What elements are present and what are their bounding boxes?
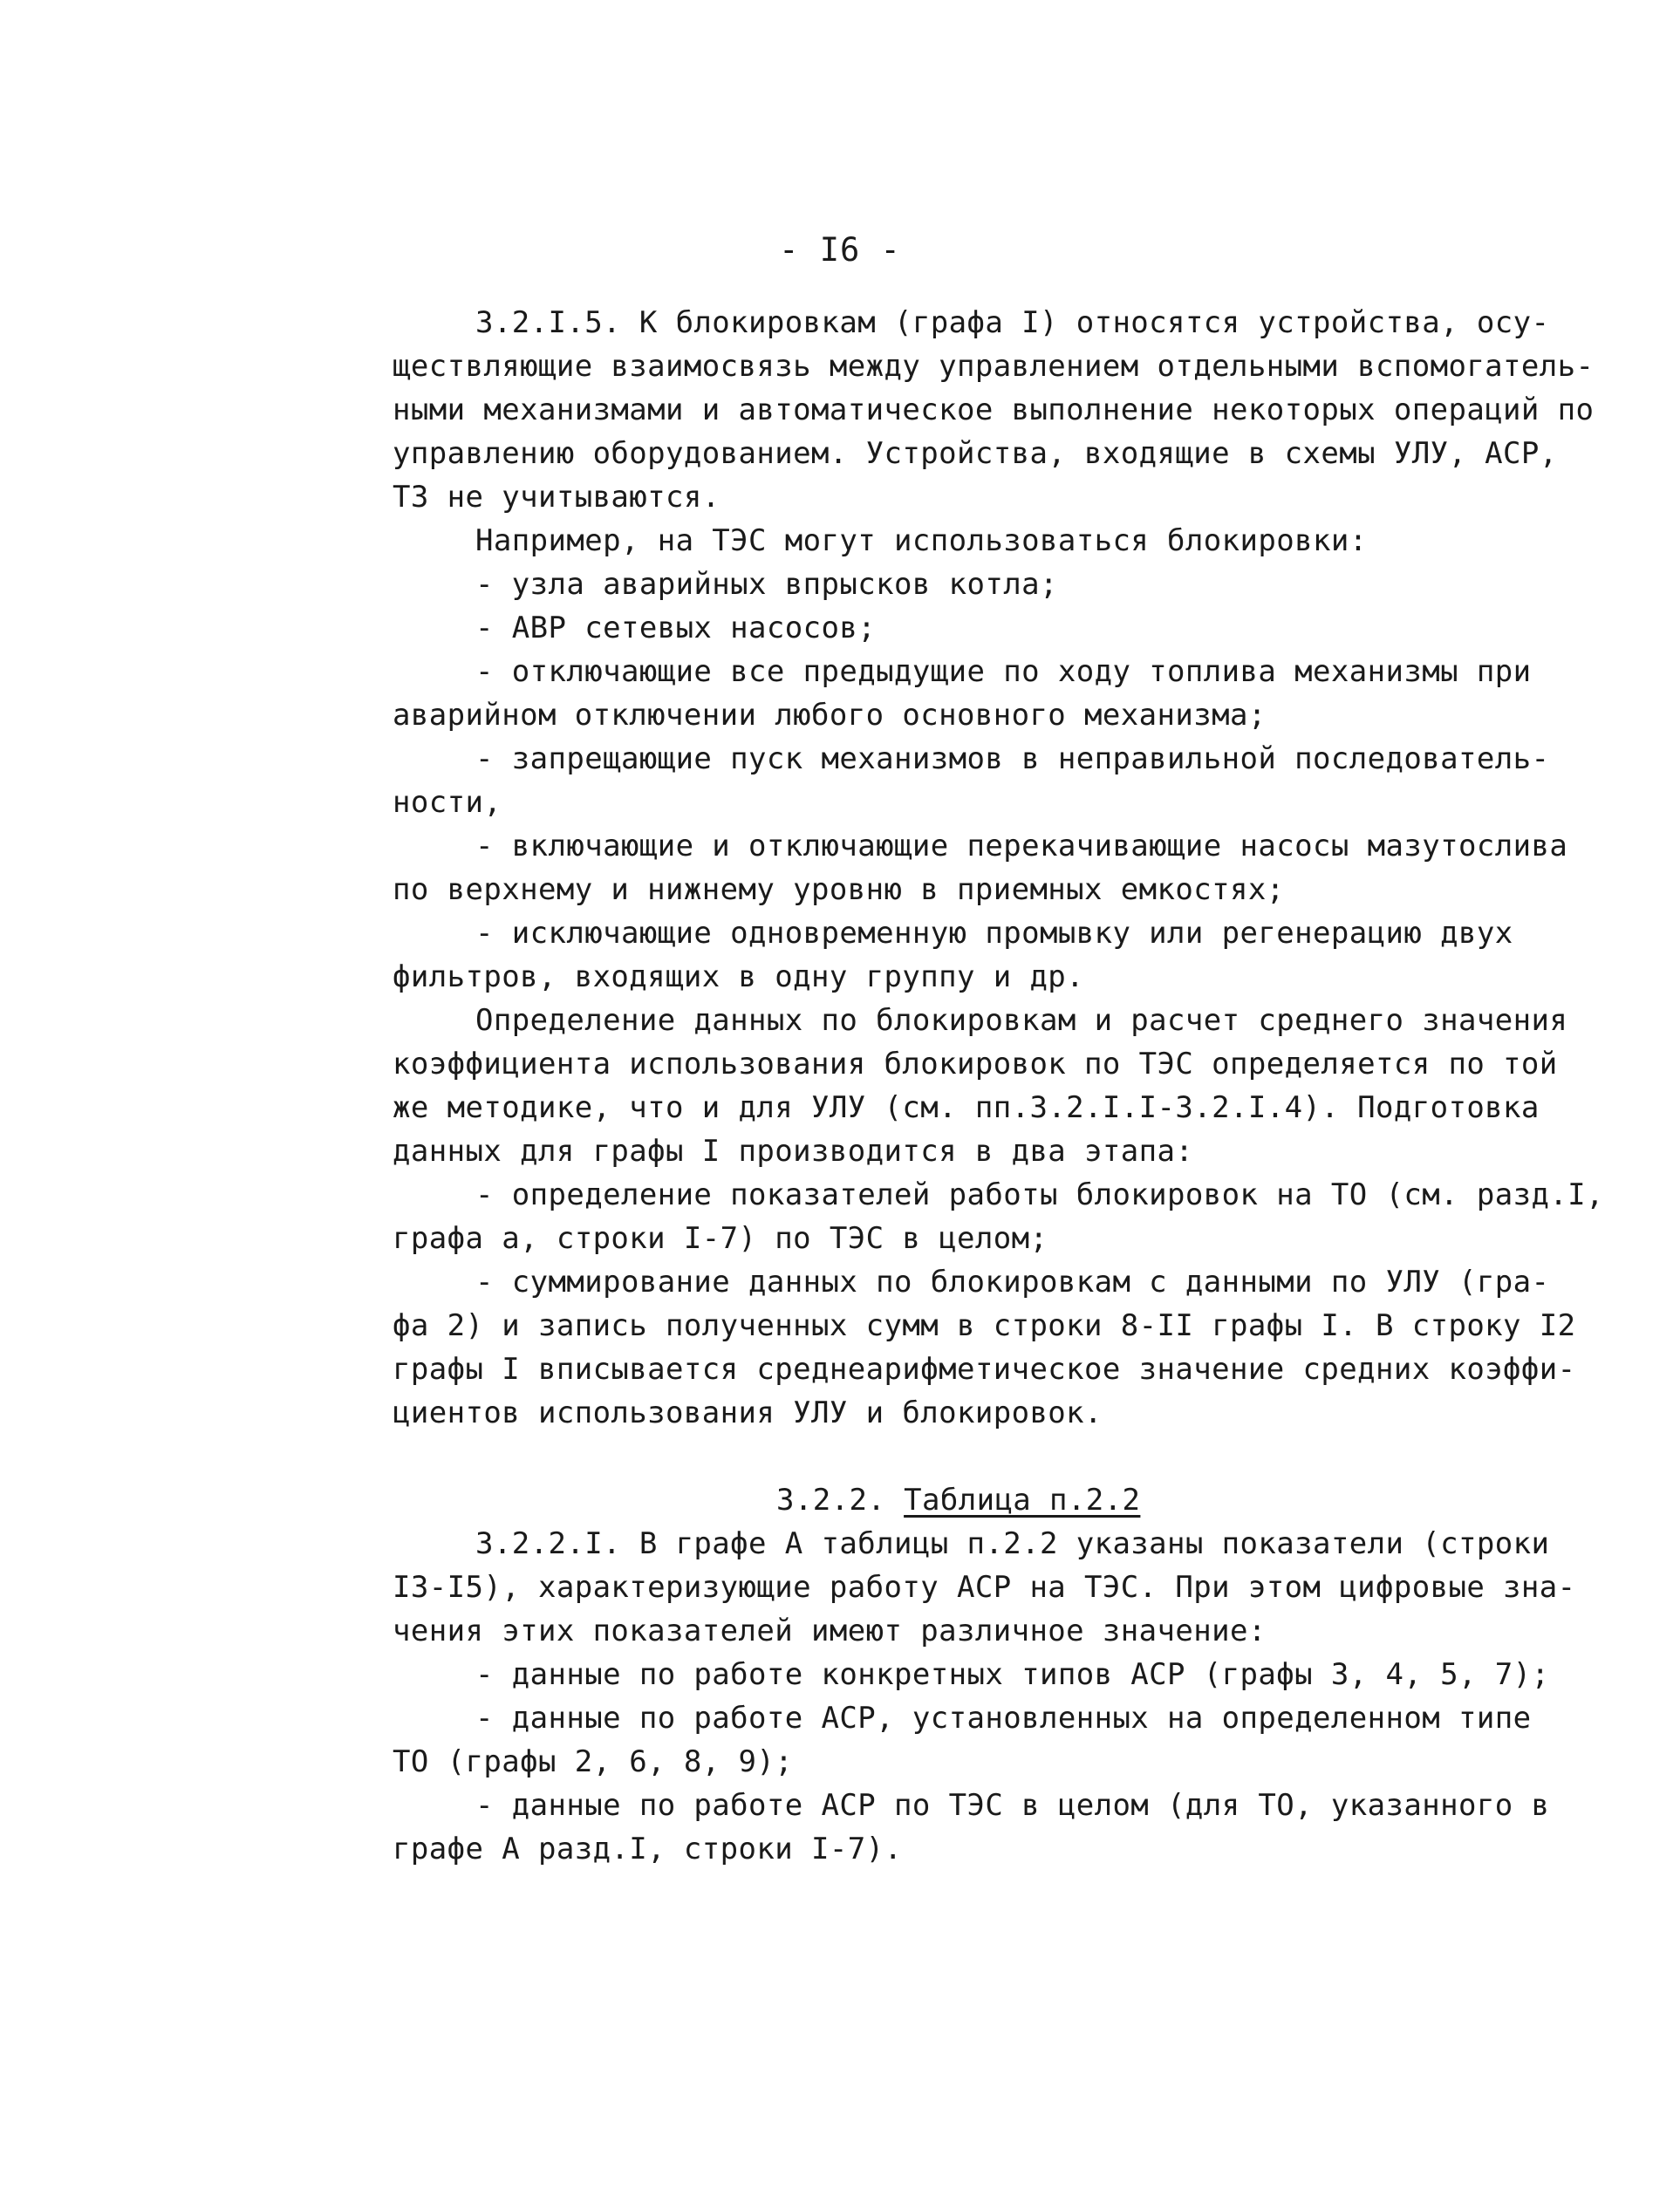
section-number: 3.2.2. bbox=[776, 1483, 886, 1518]
list-item: - АВР сетевых насосов; bbox=[475, 611, 877, 645]
list-item-continuation: графы I вписывается среднеарифметическое значение средних коэффи- bbox=[393, 1352, 1576, 1387]
section-spacer bbox=[393, 1435, 1570, 1478]
paragraph-line: 3.2.I.5. К блокировкам (графа I) относятся устройства, осу- bbox=[475, 305, 1550, 340]
paragraph-line: I3-I5), характеризующие работу АСР на ТЭС. При этом цифровые зна- bbox=[393, 1570, 1576, 1605]
list-item-continuation: аварийном отключении любого основного механизма; bbox=[393, 698, 1267, 733]
list-item: - узла аварийных впрысков котла; bbox=[475, 567, 1058, 602]
paragraph-line: чения этих показателей имеют различное значение: bbox=[393, 1614, 1267, 1648]
list-item-continuation: графе А разд.I, строки I-7). bbox=[393, 1832, 903, 1866]
list-item: - данные по работе АСР по ТЭС в целом (для ТО, указанного в bbox=[475, 1788, 1550, 1823]
list-item-continuation: фильтров, входящих в одну группу и др. bbox=[393, 959, 1085, 994]
list-item-continuation: циентов использования УЛУ и блокировок. bbox=[393, 1395, 1103, 1430]
list-item: - данные по работе АСР, установленных на определенном типе bbox=[475, 1701, 1532, 1736]
list-item-continuation: ности, bbox=[393, 785, 502, 820]
paragraph-line: данных для графы I производится в два этапа: bbox=[393, 1134, 1194, 1169]
paragraph-line: 3.2.2.I. В графе А таблицы п.2.2 указаны показатели (строки bbox=[475, 1526, 1550, 1561]
paragraph-line: коэффициента использования блокировок по ТЭС определяется по той bbox=[393, 1047, 1558, 1082]
list-item-continuation: ТО (графы 2, 6, 8, 9); bbox=[393, 1744, 794, 1779]
page-number: - I6 - bbox=[779, 231, 901, 269]
paragraph-line: Определение данных по блокировкам и расчет среднего значения bbox=[475, 1003, 1568, 1038]
list-item: - данные по работе конкретных типов АСР (графы 3, 4, 5, 7); bbox=[475, 1657, 1550, 1692]
paragraph-line: управлению оборудованием. Устройства, входящие в схемы УЛУ, АСР, bbox=[393, 436, 1558, 471]
list-item: - исключающие одновременную промывку или регенерацию двух bbox=[475, 916, 1513, 951]
list-item-continuation: фа 2) и запись полученных сумм в строки 8-II графы I. В строку I2 bbox=[393, 1308, 1576, 1343]
paragraph-line: же методике, что и для УЛУ (см. пп.3.2.I.I-3.2.I.4). Подготовка bbox=[393, 1090, 1540, 1125]
list-item: - включающие и отключающие перекачивающие насосы мазутослива bbox=[475, 829, 1568, 863]
paragraph-line: Например, на ТЭС могут использоваться блокировки: bbox=[475, 523, 1368, 558]
list-item: - суммирование данных по блокировкам с данными по УЛУ (гра- bbox=[475, 1265, 1550, 1300]
paragraph-line: ществляющие взаимосвязь между управлением отдельными вспомогатель- bbox=[393, 349, 1595, 384]
list-item-continuation: по верхнему и нижнему уровню в приемных емкостях; bbox=[393, 872, 1285, 907]
list-item: - определение показателей работы блокировок на ТО (см. разд.I, bbox=[475, 1177, 1604, 1212]
section-title: Таблица п.2.2 bbox=[904, 1483, 1141, 1518]
list-item: - запрещающие пуск механизмов в неправильной последователь- bbox=[475, 741, 1550, 776]
list-item: - отключающие все предыдущие по ходу топлива механизмы при bbox=[475, 654, 1532, 689]
section-heading bbox=[393, 1478, 1570, 1522]
paragraph-line: ными механизмами и автоматическое выполнение некоторых операций по bbox=[393, 392, 1595, 427]
paragraph-line: ТЗ не учитываются. bbox=[393, 480, 720, 515]
list-item-continuation: графа а, строки I-7) по ТЭС в целом; bbox=[393, 1221, 1048, 1256]
document-body bbox=[393, 301, 1604, 1871]
